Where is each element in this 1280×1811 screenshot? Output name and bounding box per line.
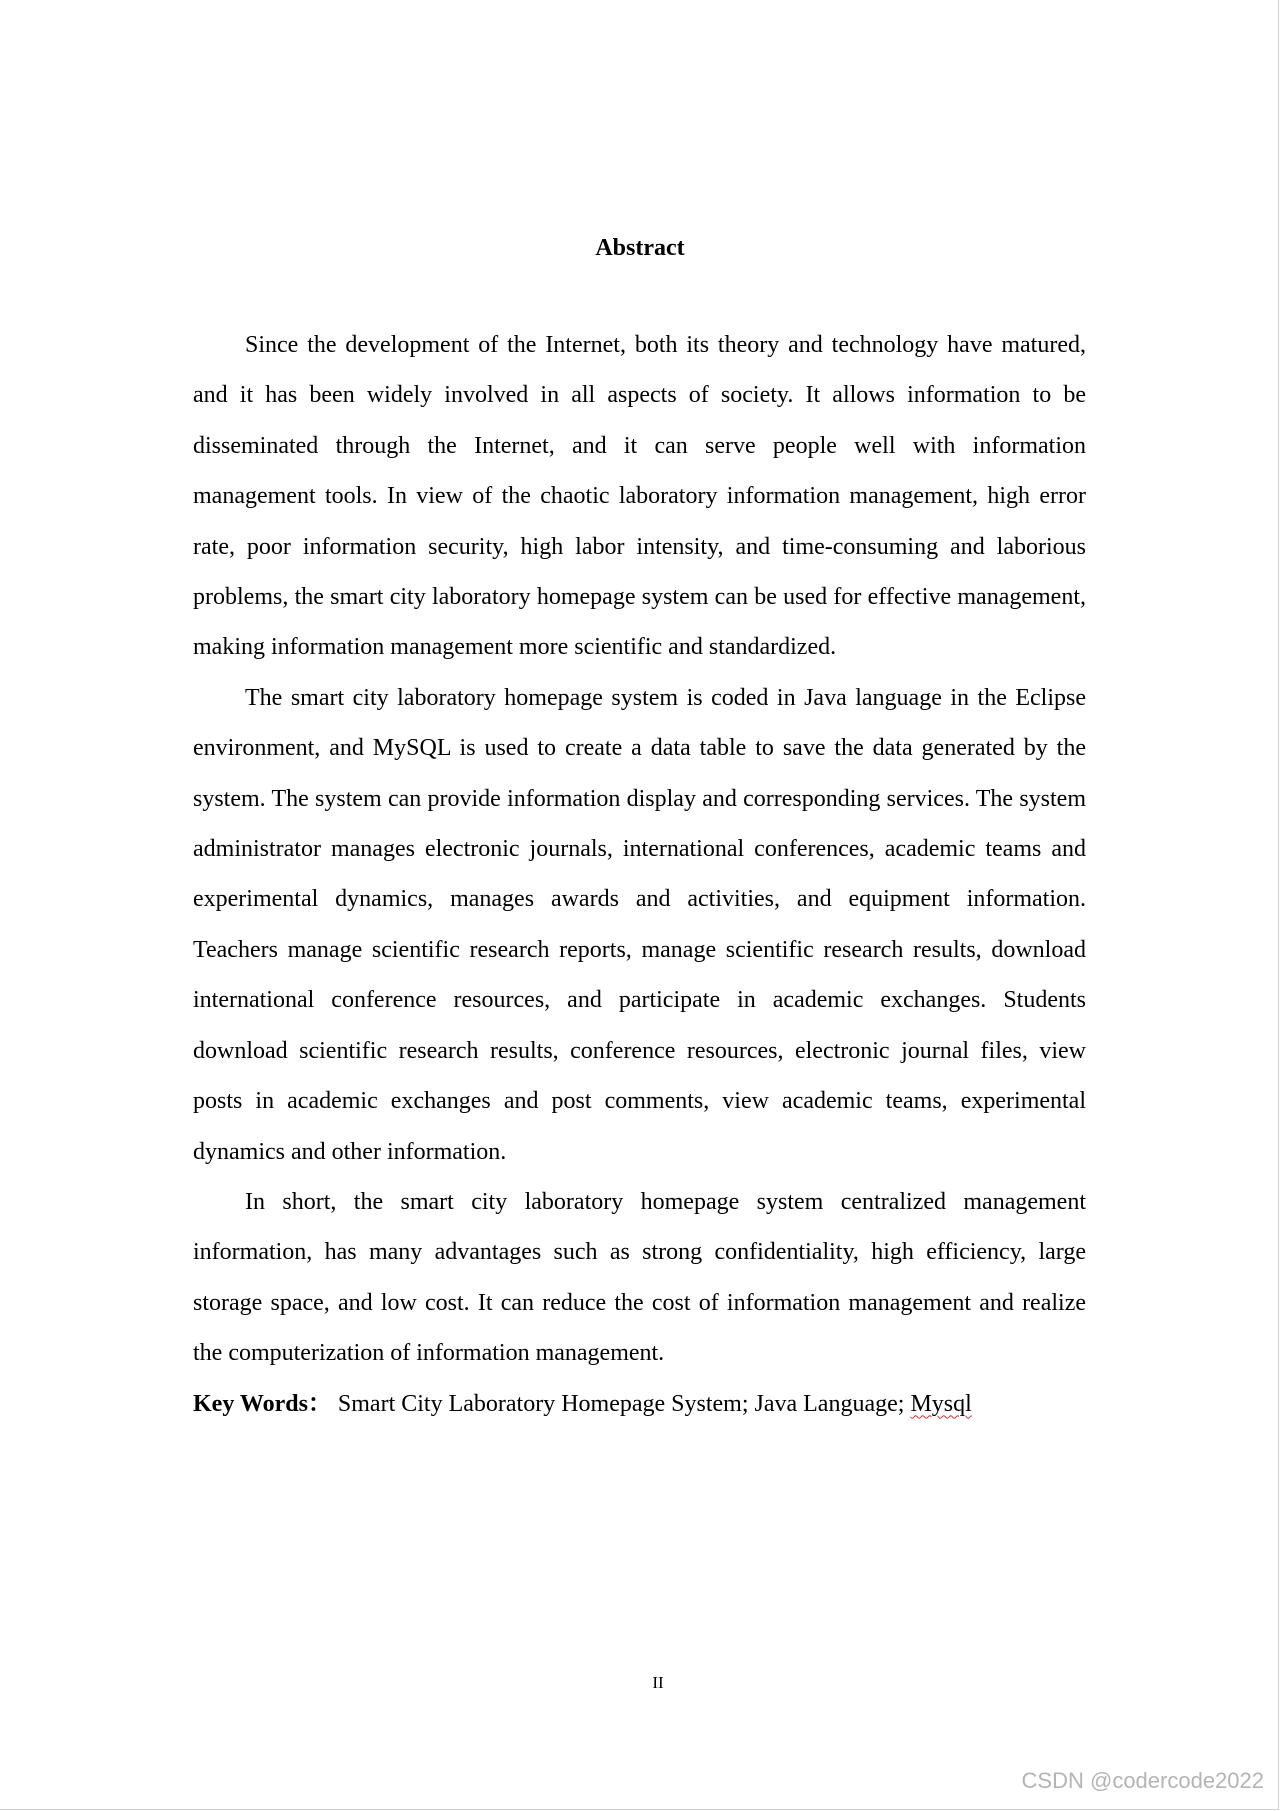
abstract-paragraph-2: The smart city laboratory homepage system is coded in Java language in the Eclipse environment, and MySQL is used to create a data table to save the data generated by the system. The system can provide information display and corresponding services. The system administrator manages electronic journals, international conferences, academic teams and experimental dynamics, manages awards and activities, and equipment information. Teachers manage scientific research reports, manage scientific research results, download international conference resources, and participate in academic exchanges. Students download scientific research results, conference resources, electronic journal files, view posts in academic exchanges and post comments, view academic teams, experimental dynamics and other information. [193,684,1086,1165]
keywords-line [193,1379,1086,1429]
page-number: II [652,1673,664,1692]
watermark: CSDN @codercode2022 [1021,1768,1264,1793]
keywords-label: Key Words： [193,1390,332,1417]
keywords-text: Smart City Laboratory Homepage System; Java Language; [331,1390,911,1417]
abstract-body [193,320,1086,1429]
abstract-paragraph-1: Since the development of the Internet, both its theory and technology have matured, and it has been widely involved in all aspects of society. It allows information to be disseminated through the Internet, and it can serve people well with information management tools. In view of the chaotic laboratory information management, high error rate, poor information security, high labor intensity, and time-consuming and laborious problems, the smart city laboratory homepage system can be used for effective management, making information management more scientific and standardized. [193,332,1086,661]
abstract-paragraph-3: In short, the smart city laboratory homepage system centralized management information, has many advantages such as strong confidentiality, high efficiency, large storage space, and low cost. It can reduce the cost of information management and realize the computerization of information management. [193,1188,1086,1367]
keywords-misspelled-term: Mysql [910,1390,972,1417]
abstract-title: Abstract [595,235,685,261]
